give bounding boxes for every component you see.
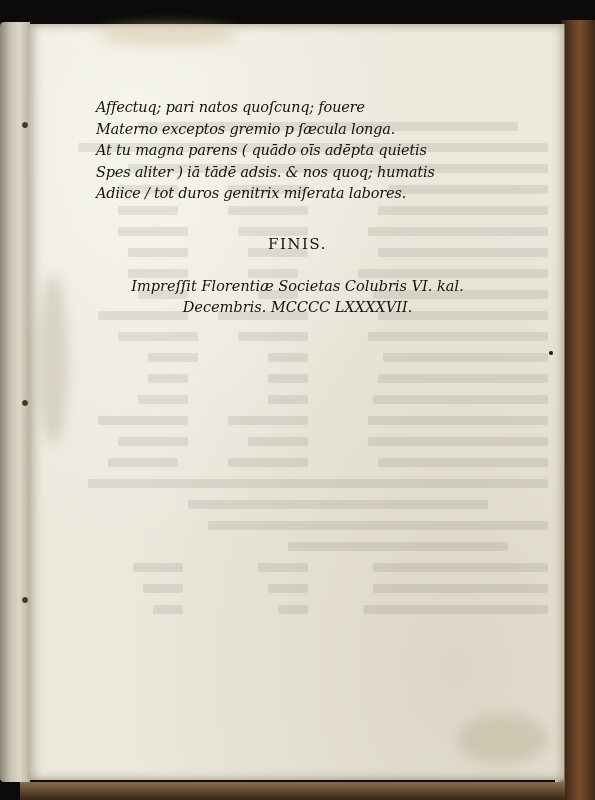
colophon-line: Impreſſit Florentiæ Societas Colubris VI. kal. [131, 279, 464, 295]
paper-stain [98, 24, 238, 46]
book-bottom-edge [20, 782, 565, 800]
verse-block [96, 98, 456, 206]
left-page-edge [0, 22, 30, 782]
ink-speck [549, 351, 553, 355]
colophon [0, 277, 595, 319]
finis-heading: FINIS. [268, 235, 327, 253]
verse-line: Affectuq; pari natos quoſcunq; fouere [96, 100, 365, 116]
verse-line: Spes aliter ) iā tādē adsis. & nos quoq; humatis [96, 164, 435, 181]
book-cover-edge [561, 20, 595, 800]
paper-stain [458, 714, 548, 764]
verse-line: Adiice / tot duros genitrix miſerata labores. [96, 186, 407, 202]
verse-line: Materno exceptos gremio p ſæcula longa. [96, 121, 396, 138]
verse-line: At tu magna parens ( quādo oīs adēpta quietis [96, 143, 427, 159]
colophon-line: Decembris. MCCCC LXXXXVII. [182, 300, 413, 316]
